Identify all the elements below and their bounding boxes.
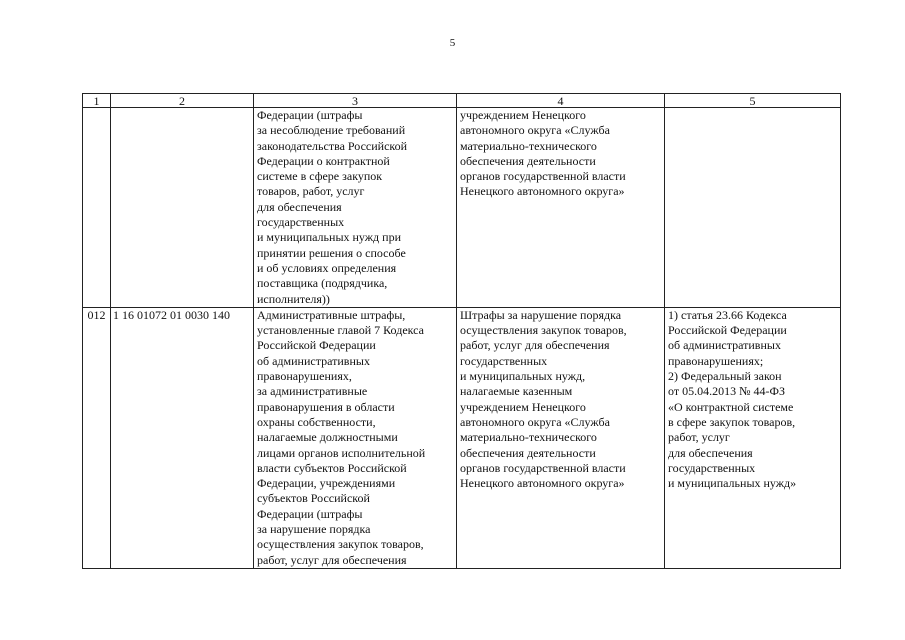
legal-basis-cell (665, 108, 841, 308)
header-col-2: 2 (111, 94, 254, 108)
row-number-cell: 012 (83, 307, 111, 568)
table-row (83, 108, 841, 308)
legal-basis-cell: 1) статья 23.66 Кодекса Российской Федерации об административных правонарушениях; 2) Федеральный закон от 05.04.2013 № 44-ФЗ «О контрактной системе в сфере закупок товаров, работ, услуг для обеспечения государственных и муниципальных нужд» (665, 307, 841, 568)
table-row (83, 307, 841, 568)
header-col-1: 1 (83, 94, 111, 108)
header-col-4: 4 (457, 94, 665, 108)
header-col-5: 5 (665, 94, 841, 108)
administrator-cell: учреждением Ненецкого автономного округа «Служба материально-технического обеспечения деятельности органов государственной власти Ненецкого автономного округа» (457, 108, 665, 308)
page-number: 5 (449, 37, 456, 49)
budget-code-cell: 1 16 01072 01 0030 140 (111, 307, 254, 568)
budget-code-cell (111, 108, 254, 308)
administrator-cell: Штрафы за нарушение порядка осуществления закупок товаров, работ, услуг для обеспечения государственных и муниципальных нужд, налагаемые казенным учреждением Ненецкого автономного округа «Служба материально-технического обеспечения деятельности органов государственной власти Ненецкого автономного округа» (457, 307, 665, 568)
revenue-description-cell: Административные штрафы, установленные главой 7 Кодекса Российской Федерации об административных правонарушениях, за административные правонарушения в области охраны собственности, налагаемые должностными лицами органов исполнительной власти субъектов Российской Федерации, учреждениями субъектов Российской Федерации (штрафы за нарушение порядка осуществления закупок товаров, работ, услуг для обеспечения (254, 307, 457, 568)
budget-code-table (82, 93, 841, 569)
header-col-3: 3 (254, 94, 457, 108)
table-header-row (83, 94, 841, 108)
row-number-cell (83, 108, 111, 308)
revenue-description-cell: Федерации (штрафы за несоблюдение требований законодательства Российской Федерации о контрактной системе в сфере закупок товаров, работ, услуг для обеспечения государственных и муниципальных нужд при принятии решения о способе и об условиях определения поставщика (подрядчика, исполнителя)) (254, 108, 457, 308)
